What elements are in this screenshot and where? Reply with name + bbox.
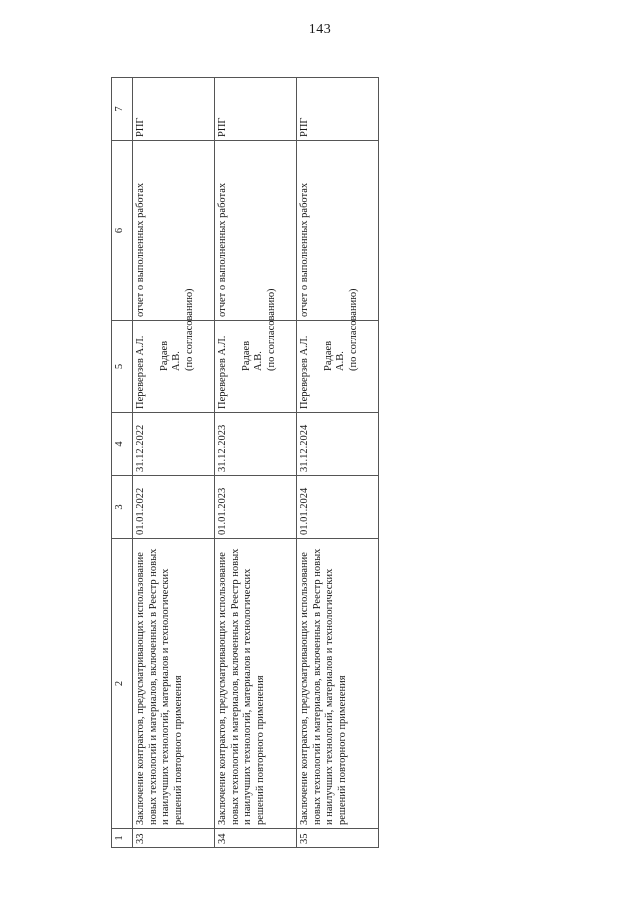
responsible-primary: Переверзев А.Л. xyxy=(217,335,228,409)
header-col-5: 5 xyxy=(112,321,133,413)
row-end-date: 31.12.2023 xyxy=(215,413,297,476)
header-col-3: 3 xyxy=(112,476,133,539)
row-number: 35 xyxy=(297,829,379,848)
row-code: РПГ xyxy=(133,78,215,141)
row-responsible xyxy=(133,288,215,413)
row-start-date: 01.01.2023 xyxy=(215,476,297,539)
responsible-secondary: Радаев А.В. xyxy=(322,340,346,371)
responsible-note: (по согласованию) xyxy=(183,288,195,371)
header-col-4: 4 xyxy=(112,413,133,476)
row-number: 33 xyxy=(133,829,215,848)
row-end-date: 31.12.2022 xyxy=(133,413,215,476)
table-header-row xyxy=(112,78,133,848)
responsible-secondary: Радаев А.В. xyxy=(240,340,264,371)
header-col-6: 6 xyxy=(112,141,133,321)
row-code: РПГ xyxy=(215,78,297,141)
rotated-table-container xyxy=(111,78,379,848)
row-code: РПГ xyxy=(297,78,379,141)
responsible-note: (по согласованию) xyxy=(347,288,359,371)
row-description: Заключение контрактов, предусматривающих использование новых технологий и материалов, включенных в Реестр новых и наилучших технологий, материалов и технологических решений повторного применения xyxy=(133,539,215,829)
row-responsible xyxy=(297,288,379,413)
header-col-1: 1 xyxy=(112,829,133,848)
row-result: отчет о выполненных работах xyxy=(215,141,297,321)
responsible-secondary: Радаев А.В. xyxy=(158,340,182,371)
header-col-2: 2 xyxy=(112,539,133,829)
row-responsible xyxy=(215,288,297,413)
row-start-date: 01.01.2022 xyxy=(133,476,215,539)
table-row xyxy=(297,78,379,848)
row-end-date: 31.12.2024 xyxy=(297,413,379,476)
responsible-primary: Переверзев А.Л. xyxy=(135,335,146,409)
table-row xyxy=(133,78,215,848)
page-number: 143 xyxy=(308,22,332,37)
responsible-note: (по согласованию) xyxy=(265,288,277,371)
responsible-primary: Переверзев А.Л. xyxy=(299,335,310,409)
row-result: отчет о выполненных работах xyxy=(133,141,215,321)
row-number: 34 xyxy=(215,829,297,848)
header-col-7: 7 xyxy=(112,78,133,141)
row-description: Заключение контрактов, предусматривающих использование новых технологий и материалов, включенных в Реестр новых и наилучших технологий, материалов и технологических решений повторного применения xyxy=(215,539,297,829)
row-description: Заключение контрактов, предусматривающих использование новых технологий и материалов, включенных в Реестр новых и наилучших технологий, материалов и технологических решений повторного применения xyxy=(297,539,379,829)
plan-table xyxy=(111,77,379,848)
table-row xyxy=(215,78,297,848)
row-result: отчет о выполненных работах xyxy=(297,141,379,321)
row-start-date: 01.01.2024 xyxy=(297,476,379,539)
